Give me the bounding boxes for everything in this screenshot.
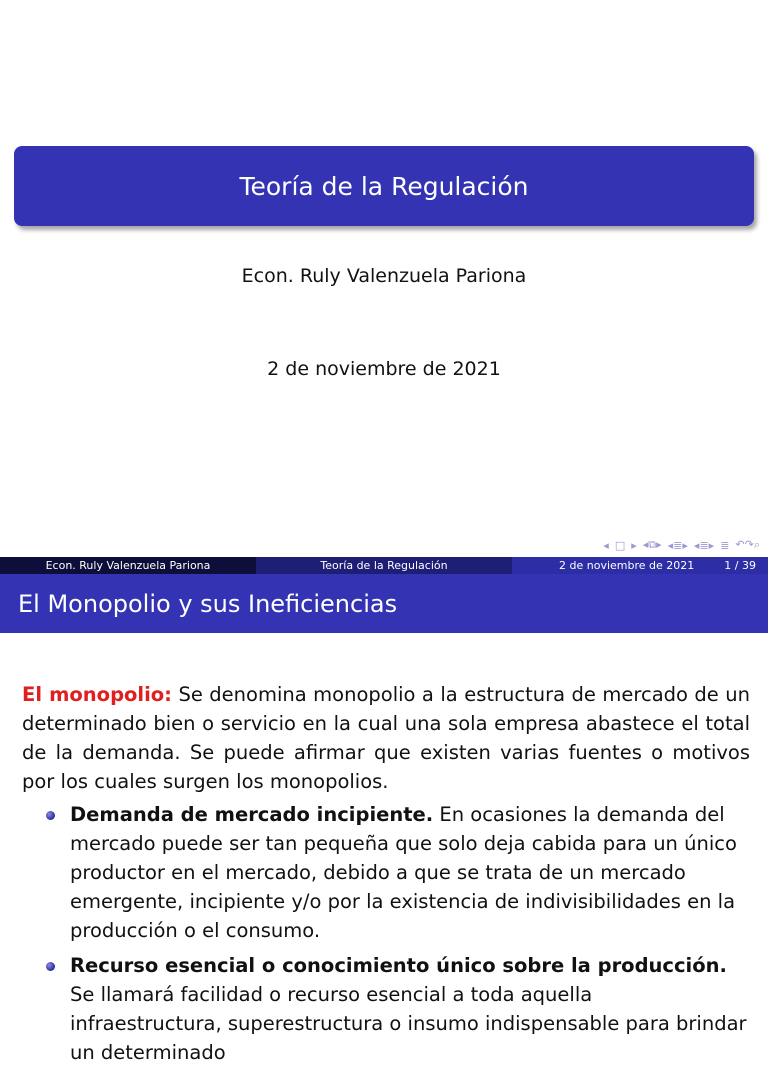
nav-frame-next-icon[interactable]: ▸ [631,538,637,552]
nav-frame-prev-icon[interactable]: ◂ [603,538,609,552]
page-number: 1 / 39 [724,559,756,572]
beamer-navigation [603,537,760,553]
item-title: Demanda de mercado incipiente. [70,803,434,826]
nav-subsection-icon[interactable]: ◂⧉▸ [642,538,662,551]
bullet-list [22,800,750,1067]
author-name: Econ. Ruly Valenzuela Pariona [241,265,527,287]
presentation-date: 2 de noviembre de 2021 [267,358,501,380]
title-box [14,146,754,226]
bullet-icon [46,811,55,820]
slide-content [22,680,750,1073]
nav-appendix-icon[interactable]: ≣ [720,538,730,552]
footer-date: 2 de noviembre de 2021 [559,559,695,572]
intro-paragraph [22,680,750,796]
nav-search-icon[interactable]: ↶↷⌕ [735,538,760,551]
footer-author: Econ. Ruly Valenzuela Pariona [45,559,211,572]
item-title: Recurso esencial o conocimiento único sobre la producción. [70,954,727,977]
intro-text: Se denomina monopolio a la estructura de mercado de un determinado bien o servicio en la cual una sola empresa abastece el total de la demanda. Se puede afirmar que existen varias fuentes o motivos por los cuales surgen los monopolios. [22,683,750,793]
nav-section-icon[interactable]: ◂≣▸ [667,538,688,552]
frame-title-text: El Monopolio y sus Ineficiencias [18,589,398,618]
slide-footer [0,557,768,574]
list-item [22,951,750,1067]
item-text: En ocasiones la demanda del mercado puede ser tan pequeña que solo deja cabida para un único productor en el mercado, debido a que se trata de un mercado emergente, incipiente y/o por la existencia de indivisibilidades en la producción o el consumo. [70,803,737,942]
frame-title [0,574,768,633]
item-text: Se llamará facilidad o recurso esencial a toda aquella infraestructura, superestructura o insumo indispensable para brindar un determinado [70,983,747,1064]
list-item [22,800,750,945]
bullet-icon [46,962,55,971]
nav-frame-icon[interactable]: □ [614,538,626,552]
intro-label: El monopolio: [22,683,172,706]
nav-section2-icon[interactable]: ◂≣▸ [693,538,715,552]
presentation-title: Teoría de la Regulación [239,171,529,201]
footer-title: Teoría de la Regulación [320,559,448,572]
